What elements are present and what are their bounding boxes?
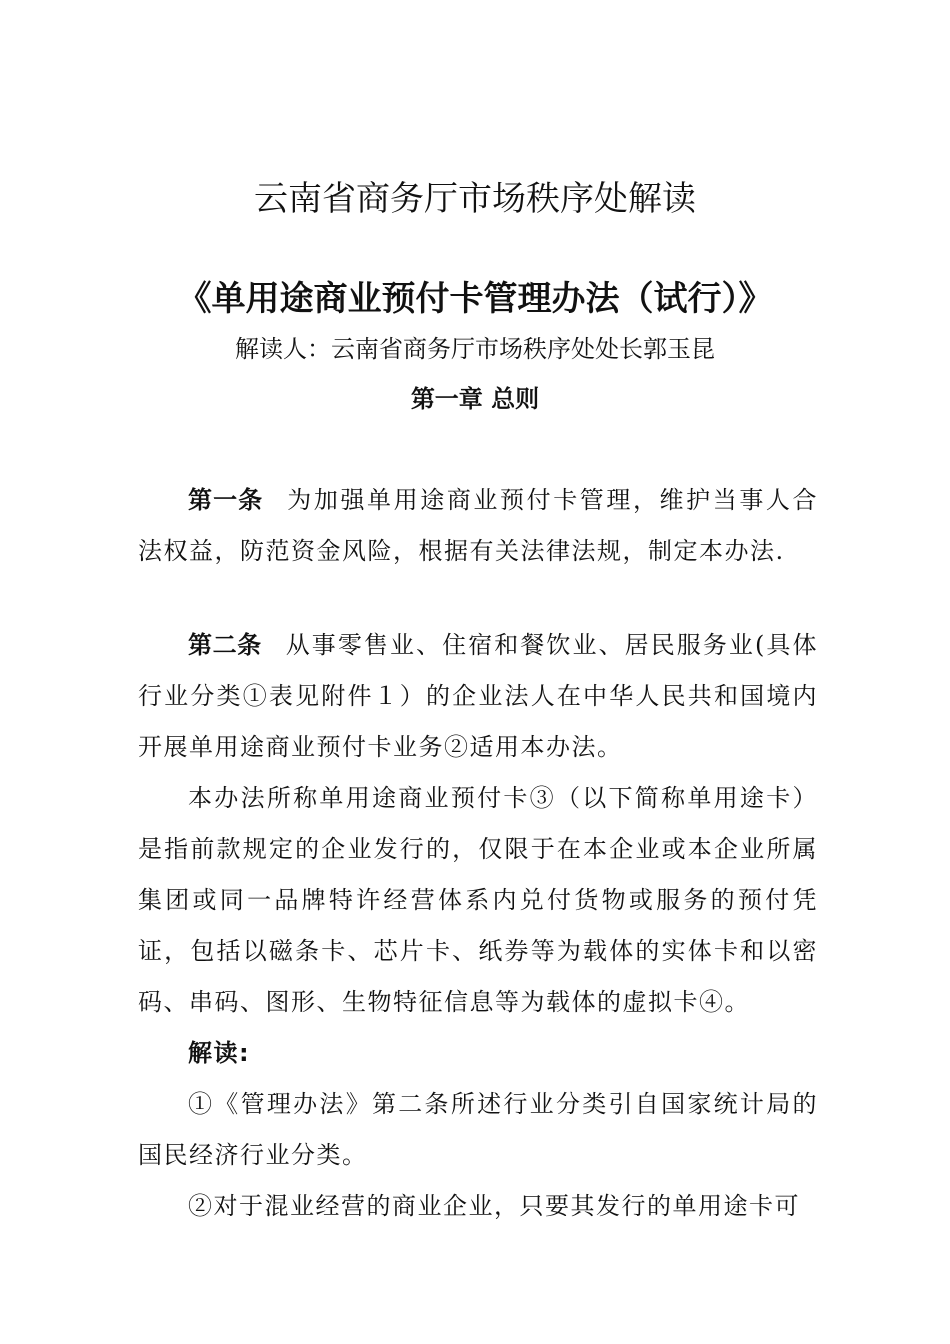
- article-2-paragraph: [138, 620, 818, 773]
- interpretation-note-1: ①《管理办法》第二条所述行业分类引自国家统计局的国民经济行业分类。: [138, 1090, 818, 1169]
- article-2-paragraph-2: 本办法所称单用途商业预付卡③（以下简称单用途卡）是指前款规定的企业发行的，仅限于在本企业或本企业所属集团或同一品牌特许经营体系内兑付货物或服务的预付凭证，包括以磁条卡、芯片卡、纸券等为载体的实体卡和以密码、串码、图形、生物特征信息等为载体的虚拟卡④。: [138, 784, 818, 1016]
- chapter-heading: 第一章 总则: [410, 385, 540, 413]
- article-2: [138, 620, 818, 1232]
- article-1: [138, 475, 818, 577]
- article-1-text: 为加强单用途商业预付卡管理，维护当事人合法权益，防范资金风险，根据有关法律法规，制定本办法.: [138, 486, 819, 565]
- article-1-paragraph: [138, 475, 818, 577]
- document-title-line1: 云南省商务厅市场秩序处解读: [254, 179, 696, 219]
- interpreter-line: 解读人：云南省商务厅市场秩序处处长郭玉昆: [235, 335, 715, 363]
- article-2-text: 从事零售业、住宿和餐饮业、居民服务业(具体行业分类①表见附件１）的企业法人在中华人民共和国境内开展单用途商业预付卡业务②适用本办法。: [138, 631, 818, 761]
- interpretation-note-2: ②对于混业经营的商业企业，只要其发行的单用途卡可: [188, 1192, 800, 1220]
- article-2-label: 第二条: [188, 631, 262, 659]
- document-title-line2: 《单用途商业预付卡管理办法（试行）》: [177, 279, 773, 319]
- interpretation-label: 解读:: [188, 1039, 251, 1067]
- article-1-label: 第一条: [188, 486, 264, 514]
